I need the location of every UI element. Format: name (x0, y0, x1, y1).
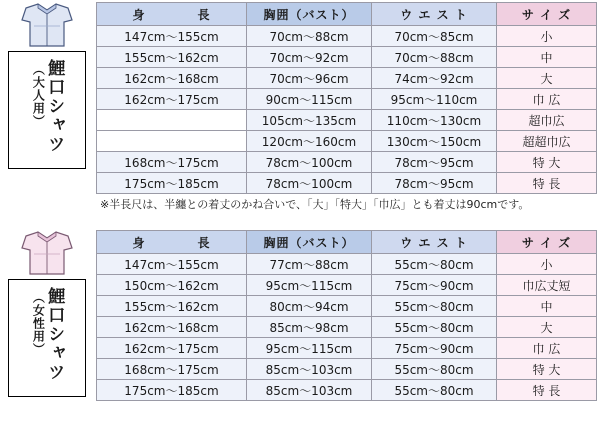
cell-size: 中 (497, 47, 597, 68)
adult-size-table (96, 2, 597, 194)
adult-label-sub: （大人用） (31, 63, 46, 128)
adult-label-main: 鯉口シャツ (44, 59, 65, 154)
cell-waist: 70cm〜85cm (372, 26, 497, 47)
cell-height: 162cm〜175cm (97, 89, 247, 110)
cell-waist: 95cm〜110cm (372, 89, 497, 110)
cell-height (97, 110, 247, 131)
cell-waist: 55cm〜80cm (372, 359, 497, 380)
col-header-height: 身 長 (97, 3, 247, 26)
cell-height: 162cm〜168cm (97, 317, 247, 338)
table-row (97, 338, 597, 359)
cell-waist: 55cm〜80cm (372, 254, 497, 275)
table-row (97, 254, 597, 275)
cell-size: 小 (497, 26, 597, 47)
cell-height: 147cm〜155cm (97, 254, 247, 275)
cell-height: 162cm〜168cm (97, 68, 247, 89)
women-vertical-label (8, 279, 86, 397)
cell-size: 巾 広 (497, 89, 597, 110)
table-row (97, 380, 597, 401)
cell-bust: 78cm〜100cm (247, 152, 372, 173)
women-label-main: 鯉口シャツ (44, 287, 65, 382)
women-label-column (4, 230, 90, 397)
col-header-bust: 胸囲（バスト） (247, 231, 372, 254)
table-row (97, 131, 597, 152)
table-row (97, 68, 597, 89)
cell-bust: 70cm〜92cm (247, 47, 372, 68)
cell-height: 155cm〜162cm (97, 47, 247, 68)
cell-bust: 70cm〜88cm (247, 26, 372, 47)
cell-waist: 75cm〜90cm (372, 338, 497, 359)
cell-size: 特 大 (497, 152, 597, 173)
col-header-bust: 胸囲（バスト） (247, 3, 372, 26)
cell-waist: 74cm〜92cm (372, 68, 497, 89)
cell-size: 小 (497, 254, 597, 275)
cell-waist: 110cm〜130cm (372, 110, 497, 131)
women-label-sub: （女性用） (31, 291, 46, 356)
cell-size: 大 (497, 68, 597, 89)
table-row (97, 47, 597, 68)
col-header-size: サ イ ズ (497, 3, 597, 26)
cell-height: 150cm〜162cm (97, 275, 247, 296)
cell-bust: 78cm〜100cm (247, 173, 372, 194)
cell-bust: 85cm〜103cm (247, 380, 372, 401)
table-header-row (97, 231, 597, 254)
adult-note: ※半長尺は、半纏との着丈のかね合いで、「大」「特大」「巾広」とも着丈は90cmです。 (100, 198, 530, 211)
cell-bust: 105cm〜135cm (247, 110, 372, 131)
cell-bust: 80cm〜94cm (247, 296, 372, 317)
cell-height: 168cm〜175cm (97, 152, 247, 173)
col-header-height: 身 長 (97, 231, 247, 254)
cell-height: 168cm〜175cm (97, 359, 247, 380)
cell-height: 175cm〜185cm (97, 380, 247, 401)
cell-bust: 70cm〜96cm (247, 68, 372, 89)
cell-waist: 78cm〜95cm (372, 173, 497, 194)
cell-waist: 75cm〜90cm (372, 275, 497, 296)
cell-size: 特 長 (497, 173, 597, 194)
col-header-waist: ウ エ ス ト (372, 231, 497, 254)
cell-size: 特 長 (497, 380, 597, 401)
cell-waist: 70cm〜88cm (372, 47, 497, 68)
cell-size: 特 大 (497, 359, 597, 380)
cell-bust: 90cm〜115cm (247, 89, 372, 110)
table-row (97, 275, 597, 296)
cell-height: 147cm〜155cm (97, 26, 247, 47)
section-adult (0, 0, 600, 210)
cell-height: 155cm〜162cm (97, 296, 247, 317)
table-header-row (97, 3, 597, 26)
section-women (0, 228, 600, 426)
table-row (97, 317, 597, 338)
happi-shirt-icon (16, 2, 78, 48)
table-row (97, 26, 597, 47)
col-header-waist: ウ エ ス ト (372, 3, 497, 26)
adult-vertical-label (8, 51, 86, 169)
cell-bust: 77cm〜88cm (247, 254, 372, 275)
cell-bust: 95cm〜115cm (247, 275, 372, 296)
cell-waist: 55cm〜80cm (372, 317, 497, 338)
cell-waist: 55cm〜80cm (372, 380, 497, 401)
table-row (97, 110, 597, 131)
cell-bust: 95cm〜115cm (247, 338, 372, 359)
cell-bust: 85cm〜103cm (247, 359, 372, 380)
cell-height: 162cm〜175cm (97, 338, 247, 359)
cell-size: 巾 広 (497, 338, 597, 359)
table-row (97, 152, 597, 173)
cell-size: 中 (497, 296, 597, 317)
happi-shirt-icon (16, 230, 78, 276)
cell-size: 超超巾広 (497, 131, 597, 152)
table-row (97, 359, 597, 380)
cell-size: 大 (497, 317, 597, 338)
cell-height: 175cm〜185cm (97, 173, 247, 194)
adult-label-column (4, 2, 90, 169)
cell-size: 超巾広 (497, 110, 597, 131)
table-row (97, 89, 597, 110)
cell-height (97, 131, 247, 152)
cell-bust: 85cm〜98cm (247, 317, 372, 338)
cell-waist: 78cm〜95cm (372, 152, 497, 173)
cell-waist: 130cm〜150cm (372, 131, 497, 152)
table-row (97, 296, 597, 317)
cell-waist: 55cm〜80cm (372, 296, 497, 317)
women-size-table (96, 230, 597, 401)
table-row (97, 173, 597, 194)
cell-bust: 120cm〜160cm (247, 131, 372, 152)
col-header-size: サ イ ズ (497, 231, 597, 254)
cell-size: 巾広丈短 (497, 275, 597, 296)
